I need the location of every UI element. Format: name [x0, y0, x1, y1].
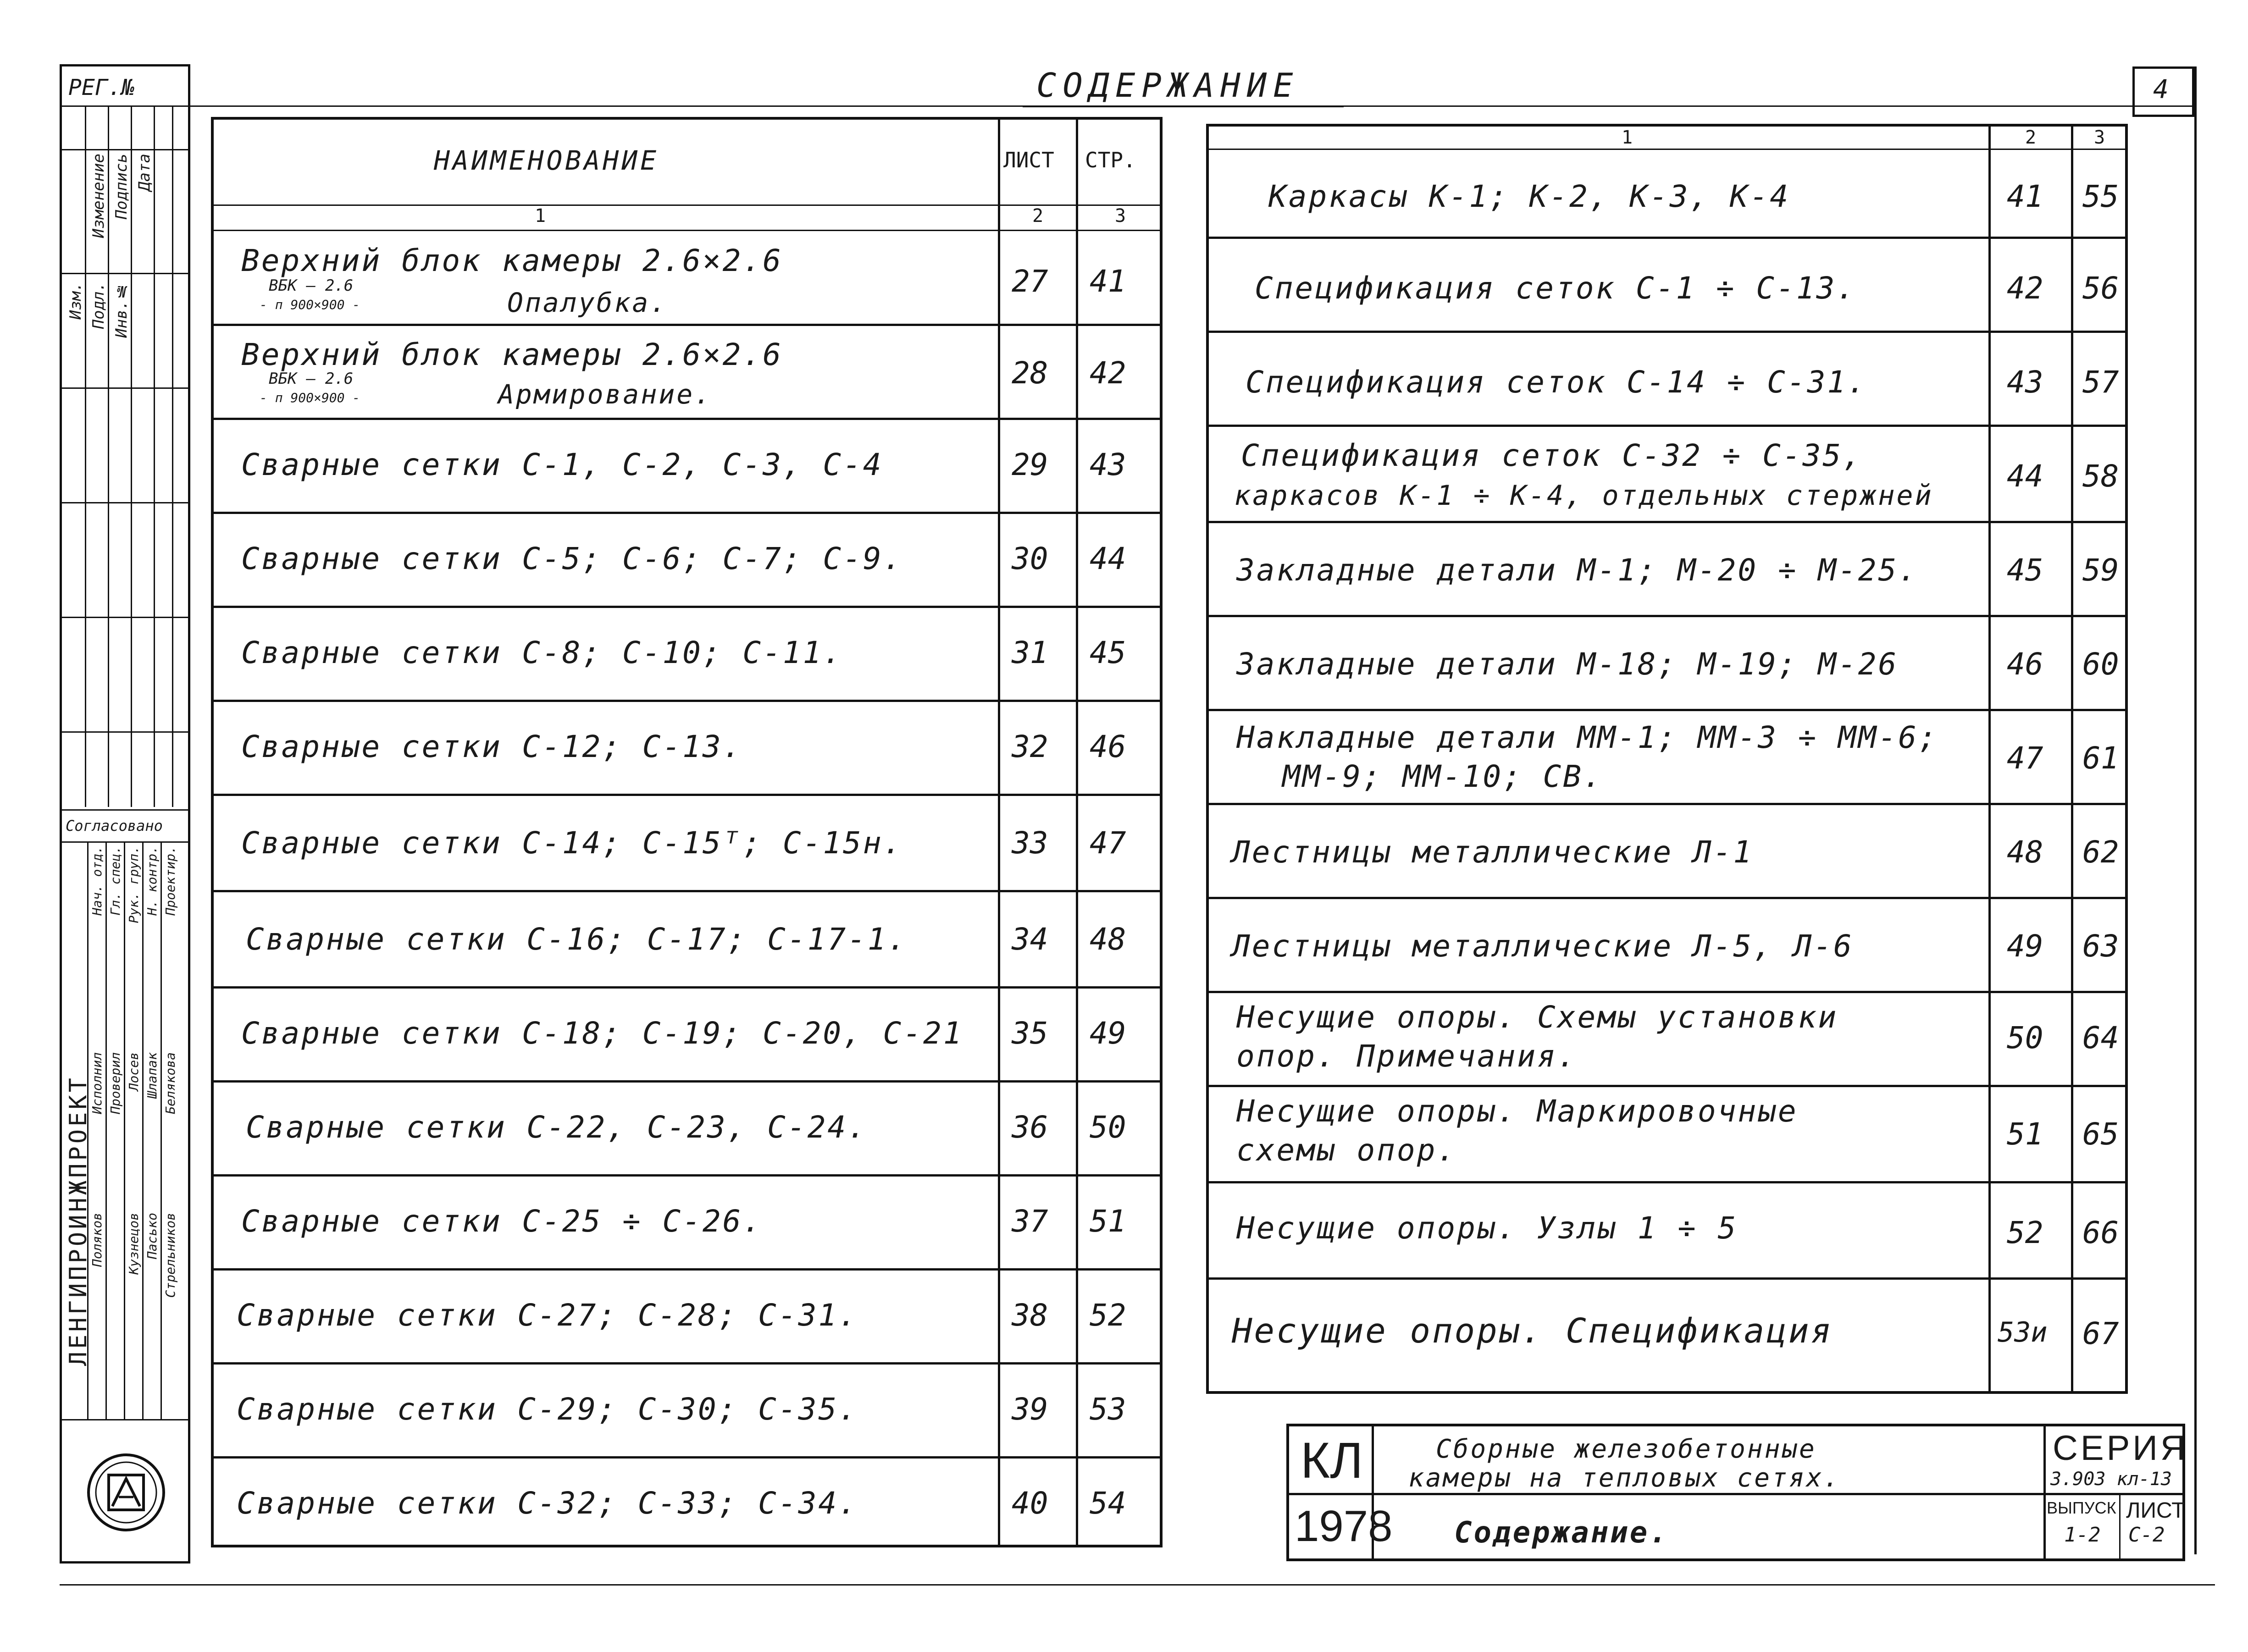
- right-row-7-l1: Лестницы металлические Л-1: [1232, 834, 1754, 870]
- name-5: Стрельников: [163, 1213, 178, 1298]
- role-1: Гл. спец.: [108, 846, 123, 916]
- right-row-3-l2: каркасов К-1 ÷ К-4, отдельных стержней: [1234, 480, 1933, 512]
- right-row-11-page: 66: [2082, 1215, 2119, 1250]
- left-row-4-sheet: 31: [1012, 635, 1048, 670]
- left-row-1-sheet: 28: [1012, 355, 1048, 391]
- role-0: Нач. отд.: [89, 846, 105, 916]
- right-row-10-l1: Несущие опоры. Маркировочные: [1236, 1094, 1798, 1129]
- right-row-2-sheet: 43: [2007, 365, 2043, 400]
- title-desc-1: Сборные железобетонные: [1436, 1434, 1816, 1464]
- left-row-9-name: Сварные сетки С-22, С-23, С-24.: [246, 1110, 868, 1145]
- right-row-0-page: 55: [2082, 179, 2119, 214]
- change-col-1: Подпись: [112, 154, 131, 220]
- name-3: Кузнецов: [126, 1213, 141, 1275]
- right-row-1-sheet: 42: [2007, 271, 2043, 306]
- page-title: СОДЕРЖАНИЕ: [1036, 66, 1300, 105]
- left-row-10-name: Сварные сетки С-25 ÷ С-26.: [241, 1204, 763, 1239]
- title-block: [1286, 1424, 2188, 1561]
- left-row-1-subright: Армирование.: [498, 379, 713, 410]
- left-row-5-name: Сварные сетки С-12; С-13.: [241, 729, 743, 764]
- left-row-12-name: Сварные сетки С-29; С-30; С-35.: [237, 1392, 858, 1427]
- left-row-11-name: Сварные сетки С-27; С-28; С-31.: [237, 1298, 858, 1333]
- left-row-9-page: 50: [1090, 1110, 1126, 1145]
- left-row-1-name: Верхний блок камеры 2.6×2.6: [241, 337, 783, 372]
- title-code: КЛ: [1301, 1432, 1363, 1489]
- left-row-1-sub2: - п 900×900 -: [260, 390, 360, 405]
- right-row-3-sheet: 44: [2007, 459, 2043, 494]
- left-row-2-name: Сварные сетки С-1, С-2, С-3, С-4: [241, 447, 883, 482]
- right-colnum-sheet: 2: [2025, 127, 2037, 148]
- left-contents-table: [211, 117, 1163, 1547]
- change-col-5: Инв.№: [112, 282, 131, 338]
- left-row-6-name: Сварные сетки С-14; С-15ᵀ; С-15н.: [241, 825, 903, 861]
- left-row-5-sheet: 32: [1012, 729, 1048, 764]
- change-col-0: Изменение: [89, 154, 108, 238]
- right-row-2-page: 57: [2082, 365, 2119, 400]
- issue-label: ВЫПУСК: [2047, 1498, 2116, 1517]
- right-row-9-page: 64: [2082, 1020, 2119, 1055]
- right-contents-table: [1206, 124, 2128, 1394]
- right-row-4-page: 59: [2082, 553, 2119, 588]
- right-colnum-name: 1: [1622, 127, 1633, 148]
- left-row-0-page: 41: [1090, 264, 1126, 299]
- left-row-13-name: Сварные сетки С-32; С-33; С-34.: [237, 1486, 858, 1521]
- right-row-11-l1: Несущие опоры. Узлы 1 ÷ 5: [1236, 1210, 1738, 1246]
- left-row-1-sub: ВБК – 2.6: [269, 370, 354, 388]
- left-row-12-sheet: 39: [1012, 1392, 1048, 1427]
- right-row-12-l1: Несущие опоры. Спецификация: [1232, 1311, 1833, 1351]
- sheet-value: С-2: [2128, 1523, 2165, 1547]
- right-row-11-sheet: 52: [2007, 1215, 2043, 1250]
- left-row-3-sheet: 30: [1012, 541, 1048, 576]
- frame-right: [2194, 66, 2197, 1554]
- left-row-3-page: 44: [1090, 541, 1126, 576]
- right-row-2-l1: Спецификация сеток С-14 ÷ С-31.: [1246, 365, 1867, 400]
- right-row-1-l1: Спецификация сеток С-1 ÷ С-13.: [1255, 271, 1857, 306]
- left-row-10-page: 51: [1090, 1204, 1126, 1239]
- header-sheet: ЛИСТ: [1003, 148, 1054, 172]
- left-row-0-sub: ВБК – 2.6: [269, 276, 354, 295]
- role-5: Исполнил: [89, 1052, 105, 1114]
- right-row-1-page: 56: [2082, 271, 2119, 306]
- right-row-12-sheet: 53и: [1998, 1316, 2048, 1348]
- left-row-1-page: 42: [1090, 355, 1126, 391]
- left-row-12-page: 53: [1090, 1392, 1126, 1427]
- left-row-0-subright: Опалубка.: [507, 287, 668, 318]
- frame-bottom: [60, 1584, 2215, 1586]
- series-label: СЕРИЯ: [2053, 1429, 2188, 1468]
- left-row-3-name: Сварные сетки С-5; С-6; С-7; С-9.: [241, 541, 903, 576]
- right-row-0-l1: Каркасы К-1; К-2, К-3, К-4: [1268, 179, 1790, 214]
- sidebar-stamp: [60, 64, 190, 1564]
- right-row-9-sheet: 50: [2007, 1020, 2043, 1055]
- change-col-4: Подл.: [89, 282, 108, 329]
- left-row-2-page: 43: [1090, 447, 1126, 482]
- right-row-7-sheet: 48: [2007, 834, 2043, 870]
- left-row-6-sheet: 33: [1012, 825, 1048, 861]
- name-1: Шлапак: [144, 1052, 160, 1099]
- right-row-0-sheet: 41: [2007, 179, 2043, 214]
- right-row-6-l1: Накладные детали ММ-1; ММ-3 ÷ ММ-6;: [1236, 720, 1938, 755]
- sheet-label: ЛИСТ: [2126, 1498, 2185, 1523]
- left-row-8-page: 49: [1090, 1016, 1126, 1051]
- series-value: 3.903 кл-13: [2050, 1469, 2172, 1490]
- role-2: Рук. груп.: [126, 846, 141, 923]
- right-row-3-page: 58: [2082, 459, 2119, 494]
- right-row-4-sheet: 45: [2007, 553, 2043, 588]
- left-row-7-page: 48: [1090, 922, 1126, 957]
- left-row-8-sheet: 35: [1012, 1016, 1048, 1051]
- right-row-8-l1: Лестницы металлические Л-5, Л-6: [1232, 928, 1854, 964]
- right-row-5-page: 60: [2082, 646, 2119, 682]
- org-name: ЛЕНГИПРОИНЖПРОЕКТ: [65, 1075, 92, 1366]
- colnum-name: 1: [535, 205, 546, 227]
- header-page: СТР.: [1085, 148, 1136, 172]
- left-row-7-sheet: 34: [1012, 922, 1048, 957]
- left-row-5-page: 46: [1090, 729, 1126, 764]
- right-row-9-l2: опор. Примечания.: [1236, 1039, 1578, 1074]
- left-row-9-sheet: 36: [1012, 1110, 1048, 1145]
- left-row-7-name: Сварные сетки С-16; С-17; С-17-1.: [246, 922, 908, 957]
- left-row-0-sub2: - п 900×900 -: [260, 297, 360, 312]
- left-row-2-sheet: 29: [1012, 447, 1048, 482]
- right-row-4-l1: Закладные детали М-1; М-20 ÷ М-25.: [1236, 553, 1919, 588]
- left-row-10-sheet: 37: [1012, 1204, 1048, 1239]
- page-number-box: [2132, 66, 2194, 117]
- right-row-6-l2: ММ-9; ММ-10; СВ.: [1282, 759, 1603, 794]
- header-name: НАИМЕНОВАНИЕ: [434, 145, 659, 176]
- left-row-13-page: 54: [1090, 1486, 1126, 1521]
- name-4: Пасько: [144, 1213, 160, 1260]
- name-0: Лосев: [126, 1052, 141, 1091]
- right-row-9-l1: Несущие опоры. Схемы установки: [1236, 1000, 1838, 1035]
- left-row-11-page: 52: [1090, 1298, 1126, 1333]
- frame-top: [188, 105, 2197, 107]
- left-row-0-name: Верхний блок камеры 2.6×2.6: [241, 243, 783, 278]
- right-row-6-page: 61: [2082, 740, 2119, 776]
- colnum-page: 3: [1115, 205, 1126, 227]
- right-row-10-sheet: 51: [2007, 1116, 2043, 1152]
- title-sheet-title: Содержание.: [1454, 1516, 1669, 1550]
- left-row-11-sheet: 38: [1012, 1298, 1048, 1333]
- left-row-4-name: Сварные сетки С-8; С-10; С-11.: [241, 635, 843, 670]
- right-row-7-page: 62: [2082, 834, 2119, 870]
- name-2: Белякова: [163, 1052, 178, 1114]
- right-row-8-sheet: 49: [2007, 928, 2043, 964]
- left-row-13-sheet: 40: [1012, 1486, 1048, 1521]
- right-row-10-l2: схемы опор.: [1236, 1133, 1457, 1168]
- title-desc-2: камеры на тепловых сетях.: [1408, 1463, 1841, 1493]
- right-row-5-l1: Закладные детали М-18; М-19; М-26: [1236, 646, 1899, 682]
- issue-value: 1-2: [2064, 1523, 2101, 1547]
- left-row-0-sheet: 27: [1012, 264, 1048, 299]
- page-number: 4: [2153, 75, 2169, 105]
- approved-label: Согласовано: [66, 817, 163, 834]
- role-6: Проверил: [108, 1052, 123, 1114]
- right-row-5-sheet: 46: [2007, 646, 2043, 682]
- name-6: Поляков: [89, 1213, 105, 1267]
- change-col-3: Изм.: [66, 282, 85, 320]
- right-row-3-l1: Спецификация сеток С-32 ÷ С-35,: [1241, 438, 1863, 473]
- right-row-12-page: 67: [2082, 1316, 2119, 1351]
- left-row-6-page: 47: [1090, 825, 1126, 861]
- right-row-6-sheet: 47: [2007, 740, 2043, 776]
- left-row-8-name: Сварные сетки С-18; С-19; С-20, С-21: [241, 1016, 963, 1051]
- reg-label: РЕГ.№: [68, 75, 135, 100]
- change-col-2: Дата: [135, 154, 154, 191]
- colnum-sheet: 2: [1032, 205, 1044, 227]
- right-row-8-page: 63: [2082, 928, 2119, 964]
- right-row-10-page: 65: [2082, 1116, 2119, 1152]
- org-logo-icon: [85, 1451, 167, 1534]
- right-colnum-page: 3: [2094, 127, 2105, 148]
- left-row-4-page: 45: [1090, 635, 1126, 670]
- role-4: Проектир.: [163, 846, 178, 916]
- title-year: 1978: [1295, 1502, 1393, 1551]
- role-3: Н. контр.: [144, 846, 160, 916]
